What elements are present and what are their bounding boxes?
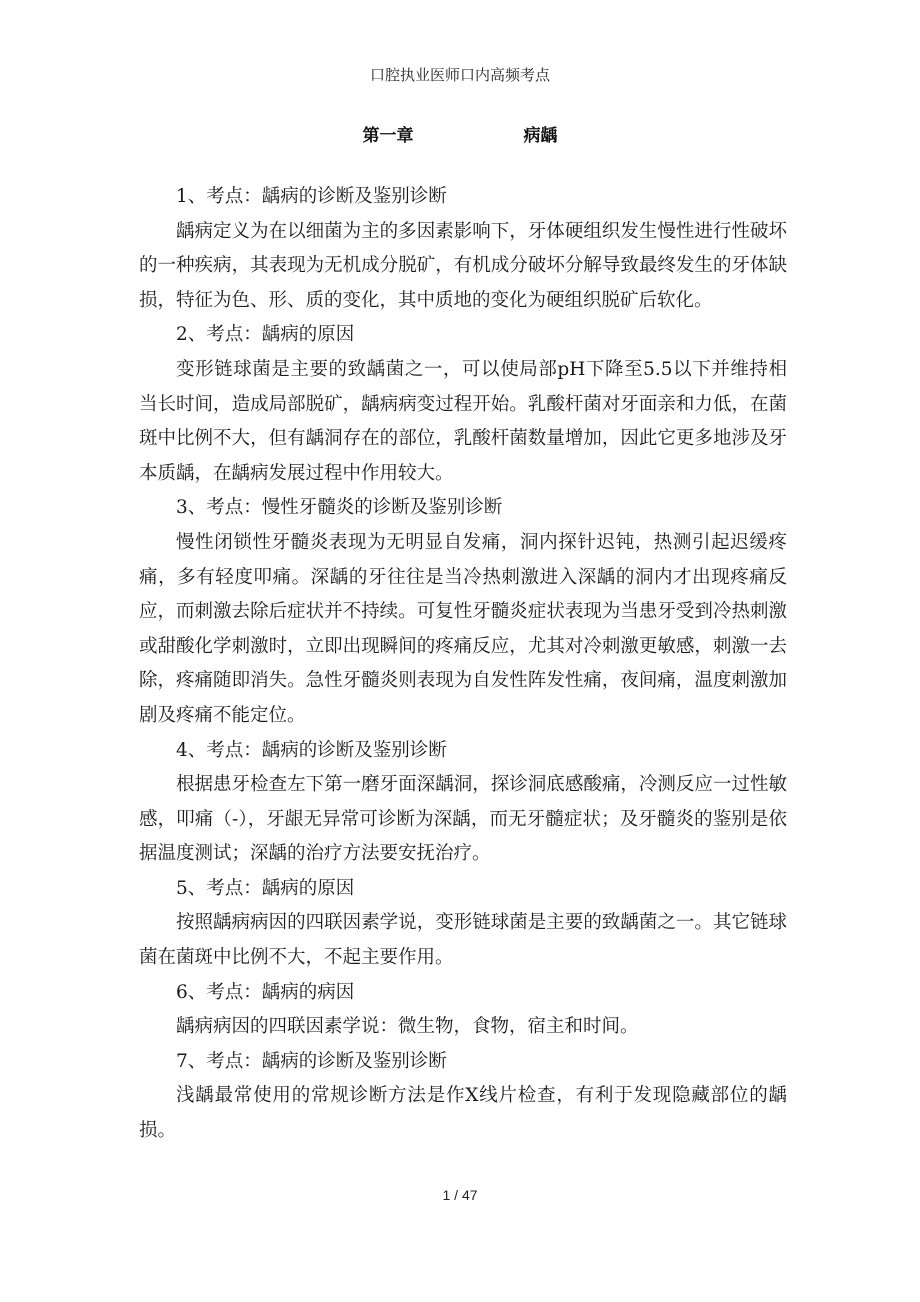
- page-header: [0, 64, 920, 85]
- section-body: 按照龋病病因的四联因素学说，变形链球菌是主要的致龋菌之一。其它链球菌在菌斑中比例不大，不起主要作用。: [139, 912, 787, 969]
- chapter-name: 病龋: [523, 126, 558, 146]
- running-title: 口腔执业医师口内高频考点: [369, 66, 550, 84]
- section-heading: 4、考点：龋病的诊断及鉴别诊断: [176, 739, 447, 761]
- chapter-title: [0, 121, 920, 146]
- section-body: 浅龋最常使用的常规诊断方法是作X线片检查，有利于发现隐藏部位的龋损。: [139, 1085, 787, 1142]
- section-body: 根据患牙检查左下第一磨牙面深龋洞，探诊洞底感酸痛，冷测反应一过性敏感，叩痛（-），牙龈无异常可诊断为深龋，而无牙髓症状；及牙髓炎的鉴别是依据温度测试；深龋的治疗方法要安抚治疗。: [139, 774, 787, 865]
- section-body: 变形链球菌是主要的致龋菌之一，可以使局部pH下降至5.5以下并维持相当长时间，造成局部脱矿，龋病病变过程开始。乳酸杆菌对牙面亲和力低，在菌斑中比例不大，但有龋洞存在的部位，乳酸杆菌数量增加，因此它更多地涉及牙本质龋，在龋病发展过程中作用较大。: [139, 358, 787, 484]
- document-body: [139, 180, 787, 1149]
- section-body: 慢性闭锁性牙髓炎表现为无明显自发痛，洞内探针迟钝，热测引起迟缓疼痛，多有轻度叩痛。深龋的牙往往是当冷热刺激进入深龋的洞内才出现疼痛反应，而刺激去除后症状并不持续。可复性牙髓炎症状表现为当患牙受到冷热刺激或甜酸化学刺激时，立即出现瞬间的疼痛反应，尤其对冷刺激更敏感，刺激一去除，疼痛随即消失。急性牙髓炎则表现为自发性阵发性痛，夜间痛，温度刺激加剧及疼痛不能定位。: [139, 531, 787, 726]
- section-heading: 7、考点：龋病的诊断及鉴别诊断: [176, 1050, 447, 1072]
- section-heading: 2、考点：龋病的原因: [176, 324, 355, 346]
- section-body: 龋病病因的四联因素学说：微生物，食物，宿主和时间。: [176, 1016, 639, 1038]
- page-number: 1 / 47: [442, 1187, 478, 1203]
- section-heading: 3、考点：慢性牙髓炎的诊断及鉴别诊断: [176, 497, 503, 519]
- section-heading: 1、考点：龋病的诊断及鉴别诊断: [176, 186, 447, 207]
- section-heading: 6、考点：龋病的病因: [176, 981, 355, 1003]
- section-body: 龋病定义为在以细菌为主的多因素影响下，牙体硬组织发生慢性进行性破坏的一种疾病，其表现为无机成分脱矿，有机成分破坏分解导致最终发生的牙体缺损，特征为色、形、质的变化，其中质地的变化为硬组织脱矿后软化。: [139, 220, 787, 311]
- chapter-number: 第一章: [362, 126, 414, 146]
- section-heading: 5、考点：龋病的原因: [176, 877, 355, 899]
- page-footer: [0, 1187, 920, 1203]
